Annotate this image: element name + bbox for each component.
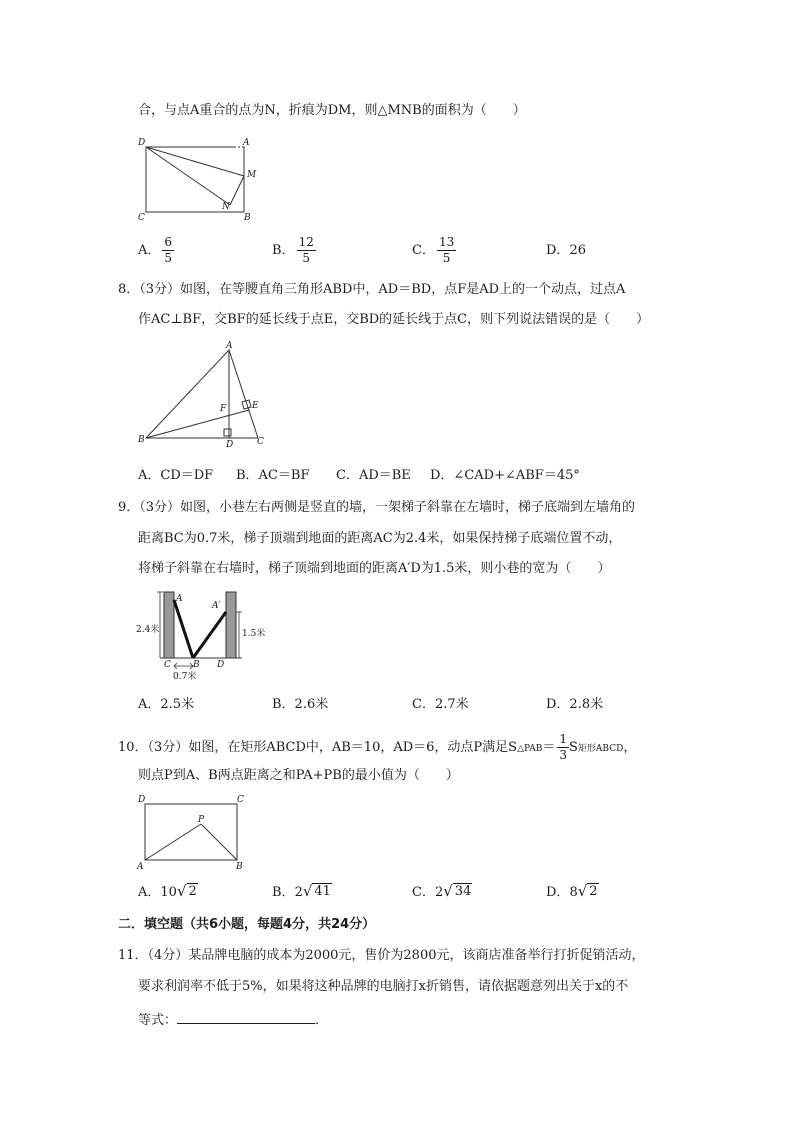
q10-label-a: A [137, 862, 144, 872]
q9-option-d[interactable]: D．2.8米 [546, 697, 604, 712]
q7-option-a[interactable]: A． $\frac{6}{5}$ [138, 235, 173, 265]
answer-blank[interactable] [177, 1009, 315, 1024]
q9-label-b: B [193, 660, 200, 670]
q7-label-m: M [247, 170, 257, 180]
q10-text-line1: 10．（3分）如图，在矩形ABCD中，AB＝10，AD＝6，动点P满足S△PAB＝ $\frac{1}{3}$ S矩形ABCD， [118, 732, 637, 762]
q8-label-b: B [138, 435, 145, 445]
q9-label-c: C [164, 660, 171, 670]
q9-measure-ad: 1.5米 [242, 629, 266, 639]
q7-label-b: B [244, 213, 251, 223]
q7-text: 合，与点A重合的点为N，折痕为DM，则△MNB的面积为（ ） [138, 103, 526, 118]
q9-text-line1: 9．（3分）如图，小巷左右两侧是竖直的墙，一架梯子斜靠在左墙时，梯子底端到左墙角的 [118, 500, 636, 515]
q9-label-a: A [176, 594, 183, 604]
q11-text-line1: 11．（4分）某品牌电脑的成本为2000元，售价为2800元，该商店准备举行打折促销活动， [118, 948, 645, 963]
q9-option-c[interactable]: C．2.7米 [412, 697, 469, 712]
section-heading: 二．填空题（共6小题，每题4分，共24分） [118, 917, 376, 932]
q10-option-d[interactable]: D．8 √ 2 [546, 882, 598, 900]
q8-label-a: A [226, 341, 233, 351]
q8-label-e: E [252, 401, 259, 411]
q10-option-c[interactable]: C．2 √ 34 [412, 882, 472, 900]
q8-text-line2: 作AC⊥BF，交BF的延长线于点E，交BD的延长线于点C，则下列说法错误的是（ ） [138, 312, 650, 327]
q9-measure-ac: 2.4米 [136, 625, 160, 635]
q7-figure [136, 136, 264, 224]
q10-option-b[interactable]: B．2 √ 41 [272, 882, 331, 900]
q7-option-c[interactable]: C． $\frac{13}{5}$ [412, 235, 455, 265]
q8-option-b[interactable]: B．AC＝BF [236, 468, 310, 483]
q7-label-a: A [243, 138, 250, 148]
q8-label-f: F [220, 404, 227, 414]
q7-option-d[interactable]: D．26 [546, 243, 586, 258]
q10-label-p: P [198, 815, 205, 825]
q10-figure [136, 792, 254, 874]
q7-label-c: C [138, 213, 145, 223]
q8-text-line1: 8．（3分）如图，在等腰直角三角形ABD中，AD＝BD，点F是AD上的一个动点，过点A [118, 282, 626, 297]
q10-option-a[interactable]: A．10 √ 2 [138, 882, 197, 900]
q8-option-c[interactable]: C．AD＝BE [336, 468, 411, 483]
q7-label-d: D [138, 138, 146, 148]
q8-label-d: D [226, 440, 234, 448]
q8-label-c: C [257, 437, 264, 447]
q9-text-line2: 距离BC为0.7米，梯子顶端到地面的距离AC为2.4米，如果保持梯子底端位置不动， [138, 531, 622, 546]
q8-option-a[interactable]: A．CD＝DF [138, 468, 214, 483]
q10-label-c: C [237, 795, 244, 805]
q9-text-line3: 将梯子斜靠在右墙时，梯子顶端到地面的距离A′D为1.5米，则小巷的宽为（ ） [138, 561, 611, 576]
q10-text-line2: 则点P到A、B两点距离之和PA+PB的最小值为（ ） [138, 768, 459, 783]
q7-option-b[interactable]: B． $\frac{12}{5}$ [272, 235, 314, 265]
q10-label-b: B [236, 862, 243, 872]
q11-text-line2: 要求利润率不低于5%，如果将这种品牌的电脑打x折销售，请依据题意列出关于x的不 [138, 979, 629, 994]
q9-measure-bc: 0.7米 [173, 672, 197, 682]
q9-option-a[interactable]: A．2.5米 [138, 697, 195, 712]
q10-label-d: D [138, 795, 146, 805]
q8-figure [136, 340, 272, 448]
q11-text-line3: 等式： ． [138, 1009, 328, 1031]
q9-figure [134, 588, 274, 684]
q9-label-a-prime: A′ [212, 601, 221, 611]
q9-label-d: D [217, 660, 225, 670]
q9-option-b[interactable]: B．2.6米 [272, 697, 329, 712]
q7-label-n: N [222, 202, 230, 212]
q8-option-d[interactable]: D．∠CAD+∠ABF＝45° [430, 468, 580, 483]
